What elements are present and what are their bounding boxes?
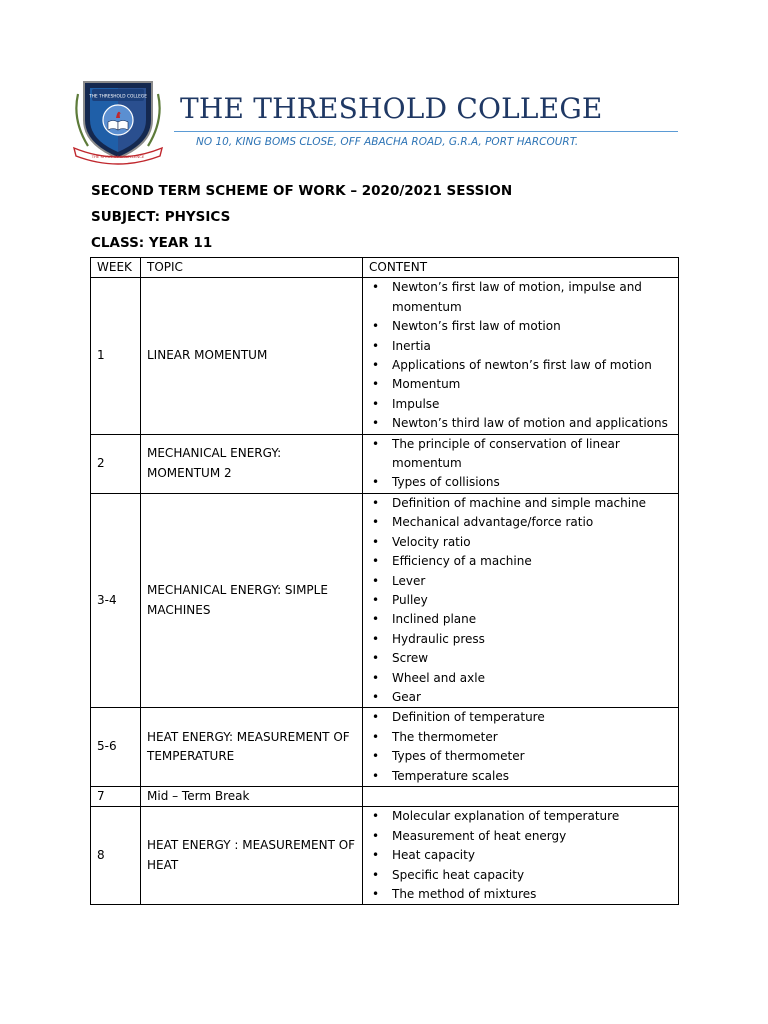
- content-item: • Measurement of heat energy: [367, 827, 674, 846]
- content-cell: [363, 493, 679, 707]
- content-cell: [363, 278, 679, 434]
- topic-cell: LINEAR MOMENTUM: [141, 278, 363, 434]
- scheme-of-work-table: [90, 257, 679, 905]
- content-item: • Inertia: [367, 337, 674, 356]
- crest-motto-text: THE SPIRIT OF EXCELLENCE: [91, 154, 145, 159]
- table-row: [91, 434, 679, 493]
- content-item: • Applications of newton’s first law of motion: [367, 356, 674, 375]
- content-item: • Momentum: [367, 375, 674, 394]
- subject-line: SUBJECT: PHYSICS: [91, 209, 231, 225]
- content-item: • The method of mixtures: [367, 885, 674, 904]
- content-item: • Lever: [367, 572, 674, 591]
- content-item: • Types of thermometer: [367, 747, 674, 766]
- content-item: • Heat capacity: [367, 846, 674, 865]
- table-row: [91, 278, 679, 434]
- content-item: • Hydraulic press: [367, 630, 674, 649]
- header-week: WEEK: [91, 258, 141, 278]
- content-item: • Velocity ratio: [367, 533, 674, 552]
- table-row: [91, 786, 679, 806]
- header-divider: [174, 131, 678, 132]
- content-item: • Molecular explanation of temperature: [367, 807, 674, 826]
- week-cell: 7: [91, 786, 141, 806]
- content-list: [367, 708, 674, 786]
- content-item: • The principle of conservation of linear momentum: [367, 435, 674, 474]
- header-topic: TOPIC: [141, 258, 363, 278]
- topic-cell: Mid – Term Break: [141, 786, 363, 806]
- content-item: • Mechanical advantage/force ratio: [367, 513, 674, 532]
- content-item: • Temperature scales: [367, 767, 674, 786]
- content-list: [367, 278, 674, 433]
- content-cell: [363, 708, 679, 787]
- content-list: [367, 807, 674, 904]
- table-row: [91, 493, 679, 707]
- content-item: • Newton’s third law of motion and applications: [367, 414, 674, 433]
- college-crest-logo: [70, 74, 166, 166]
- content-item: • Gear: [367, 688, 674, 707]
- college-name: THE THRESHOLD COLLEGE: [180, 92, 603, 125]
- content-item: • Efficiency of a machine: [367, 552, 674, 571]
- topic-cell: HEAT ENERGY: MEASUREMENT OF TEMPERATURE: [141, 708, 363, 787]
- week-cell: 1: [91, 278, 141, 434]
- content-item: • Definition of machine and simple machine: [367, 494, 674, 513]
- content-item: • Screw: [367, 649, 674, 668]
- week-cell: 3-4: [91, 493, 141, 707]
- content-cell: [363, 434, 679, 493]
- topic-cell: HEAT ENERGY : MEASUREMENT OF HEAT: [141, 807, 363, 905]
- week-cell: 2: [91, 434, 141, 493]
- content-item: • Definition of temperature: [367, 708, 674, 727]
- content-item: • Newton’s first law of motion: [367, 317, 674, 336]
- content-item: • Types of collisions: [367, 473, 674, 492]
- table-header-row: [91, 258, 679, 278]
- scheme-title: SECOND TERM SCHEME OF WORK – 2020/2021 SESSION: [91, 183, 513, 199]
- content-item: • Impulse: [367, 395, 674, 414]
- crest-top-text: THE THRESHOLD COLLEGE: [89, 94, 147, 100]
- week-cell: 8: [91, 807, 141, 905]
- week-cell: 5-6: [91, 708, 141, 787]
- content-item: • Pulley: [367, 591, 674, 610]
- college-address: NO 10, KING BOMS CLOSE, OFF ABACHA ROAD, G.R.A, PORT HARCOURT.: [196, 136, 579, 148]
- header-content: CONTENT: [363, 258, 679, 278]
- content-list: [367, 494, 674, 707]
- topic-cell: MECHANICAL ENERGY: MOMENTUM 2: [141, 434, 363, 493]
- table-row: [91, 708, 679, 787]
- content-item: • Inclined plane: [367, 610, 674, 629]
- content-item: • Wheel and axle: [367, 669, 674, 688]
- topic-cell: MECHANICAL ENERGY: SIMPLE MACHINES: [141, 493, 363, 707]
- content-item: • Newton’s first law of motion, impulse and momentum: [367, 278, 674, 317]
- table-row: [91, 807, 679, 905]
- content-item: • The thermometer: [367, 728, 674, 747]
- class-line: CLASS: YEAR 11: [91, 235, 213, 251]
- content-cell: [363, 807, 679, 905]
- content-cell: [363, 786, 679, 806]
- content-item: • Specific heat capacity: [367, 866, 674, 885]
- content-list: [367, 435, 674, 493]
